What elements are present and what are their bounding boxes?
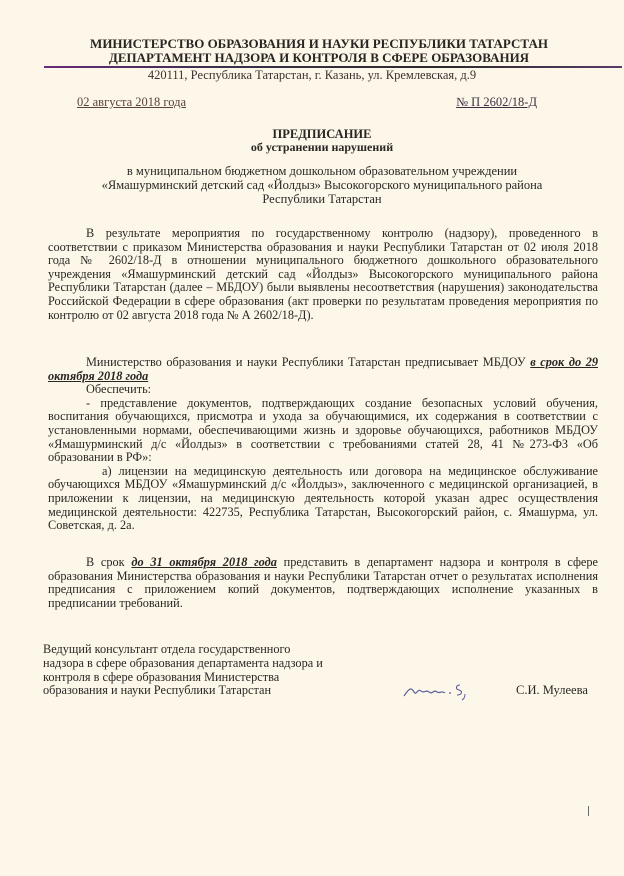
findings-paragraph: [48, 227, 598, 322]
order-subitem-a: а) лицензии на медицинскую деятельность или договора на медицинское обслуживание обучающихся МБДОУ «Ямашурминский д/с «Йолдыз», заключенного с медицинской организацией, в приложении к лицензии, на медицинскую деятельность которой указан адрес осуществления медицинской деятельности: 422735, Республика Татарстан, Высокогорский район, с. Ямашурма, ул. Советская, д. 2а.: [48, 463, 598, 533]
document-date: 02 августа 2018 года: [77, 95, 187, 109]
order-deadline: в срок до 29 октября 2018 года: [48, 355, 598, 383]
report-rest: представить в департамент надзора и контроля в сфере образования Министерства образования и науки Республики Татарстан отчет о результатах исполнения предписания с приложением копий документов, подтверждающих исполнение указанных в предписании требований.: [48, 555, 598, 610]
document-title: ПРЕДПИСАНИЕ: [272, 127, 372, 141]
signatory-position: [43, 643, 343, 698]
institution-line-1: в муниципальном бюджетном дошкольном образовательном учреждении: [126, 164, 518, 178]
document-subtitle: об устранении нарушений: [250, 140, 394, 154]
position-line: контроля в сфере образования Министерства: [43, 669, 280, 684]
handwritten-signature-icon: [402, 680, 472, 702]
report-lead: В срок: [86, 555, 132, 569]
institution-line-2: «Ямашурминский детский сад «Йолдыз» Высокогорского муниципального района: [101, 178, 543, 192]
position-line: Ведущий консультант отдела государственного: [43, 642, 291, 656]
order-lead: Министерство образования и науки Республики Татарстан предписывает МБДОУ: [86, 355, 531, 369]
ministry-address: 420111, Республика Татарстан, г. Казань, ул. Кремлевская, д.9: [147, 68, 477, 82]
order-item: - представление документов, подтверждающих создание безопасных условий обучения, воспитания обучающихся, присмотра и ухода за обучающимися, их содержания в соответствии с установленными нормами, обеспечивающими жизнь и здоровье обучающихся, работников МБДОУ «Ямашурминский д/с «Йолдыз» в соответствии с требованиями статей 28, 41 №273-ФЗ «Об образовании в РФ»:: [48, 395, 598, 465]
department-name: ДЕПАРТАМЕНТ НАДЗОРА И КОНТРОЛЯ В СФЕРЕ ОБРАЗОВАНИЯ: [108, 50, 530, 65]
page-number: [588, 806, 592, 816]
findings-text: В результате мероприятия по государственному контролю (надзору), проведенного в соответствии с приказом Министерства образования и науки Республики Татарстан от 02 июля 2018 года № 2602/18-Д в отношении муниципального бюджетного дошкольного образовательного учреждения «Ямашурминский детский сад «Йолдыз» Высокогорского муниципального района Республики Татарстан (далее – МБДОУ) были выявлены несоответствия (нарушения) законодательства Российской Федерации в сфере образования (акт проверки по результатам проведения мероприятия по контролю от 02 августа 2018 года № А 2602/18-Д).: [48, 226, 598, 322]
ministry-name: МИНИСТЕРСТВО ОБРАЗОВАНИЯ И НАУКИ РЕСПУБЛИКИ ТАТАРСТАН: [90, 36, 548, 51]
position-line: образования и науки Республики Татарстан: [43, 683, 272, 698]
provide-heading: Обеспечить:: [86, 382, 152, 397]
institution-line-3: Республики Татарстан: [262, 192, 382, 206]
order-paragraph: [48, 356, 598, 533]
document-number: № П 2602/18-Д: [456, 95, 537, 109]
signatory-name: С.И. Мулеева: [516, 683, 588, 697]
report-deadline: до 31 октября 2018 года: [131, 555, 277, 569]
report-paragraph: [48, 556, 598, 610]
position-line: надзора в сфере образования департамента надзора и: [43, 655, 323, 670]
